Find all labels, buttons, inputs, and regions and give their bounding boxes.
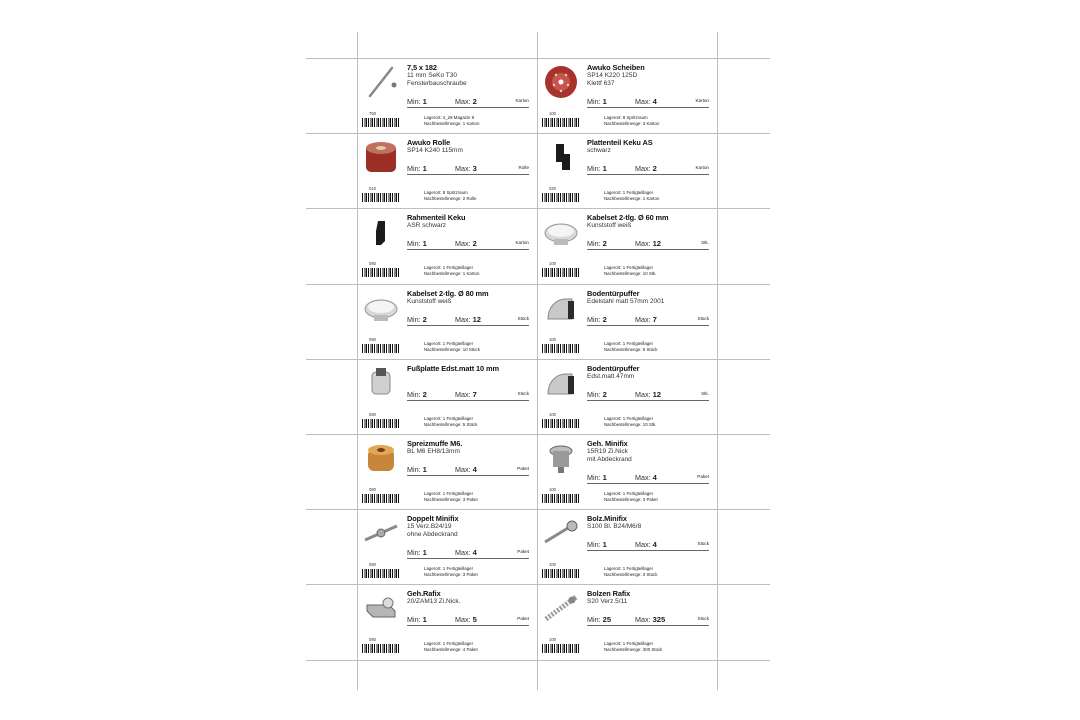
product-detail-line-1: Edst.matt 47mm — [587, 373, 635, 380]
max-label: Max: — [635, 315, 651, 324]
product-detail-line-1: Kunststoff weiß — [587, 222, 632, 229]
min-max-row — [587, 164, 709, 173]
barcode — [542, 644, 580, 653]
min-label: Min: — [587, 390, 601, 399]
storage-location: Lagerort: 1 Fertigteillager — [604, 416, 654, 421]
barcode — [542, 494, 580, 503]
cable-grommet-icon — [362, 289, 400, 327]
min-value: 2 — [602, 315, 607, 324]
product-label-card — [357, 58, 535, 132]
max-value: 325 — [652, 615, 666, 624]
foot-plate-icon — [362, 364, 400, 402]
min-label: Min: — [407, 615, 421, 624]
barcode — [542, 118, 580, 127]
product-detail-line-2: Klettf 637 — [587, 80, 615, 87]
product-detail-line-1: 15 Verz.B24/19 — [407, 523, 452, 530]
min-label: Min: — [587, 473, 601, 482]
min-max-row — [587, 390, 709, 399]
item-code: 020 — [549, 186, 556, 191]
underline-rule — [587, 400, 709, 401]
unit-label: Karton — [515, 98, 529, 103]
rafix-housing-icon — [362, 589, 400, 627]
barcode — [362, 494, 400, 503]
product-title: Awuko Rolle — [407, 138, 451, 147]
storage-location: Lagerort: 1 Fertigteillager — [424, 641, 474, 646]
min-label: Min: — [587, 615, 601, 624]
min-max-row — [587, 473, 709, 482]
max-value: 4 — [472, 548, 477, 557]
underline-rule — [407, 107, 529, 108]
product-title: Bodentürpuffer — [587, 364, 640, 373]
max-label: Max: — [635, 540, 651, 549]
min-max-row — [587, 239, 709, 248]
max-value: 12 — [652, 390, 662, 399]
underline-rule — [587, 249, 709, 250]
product-detail-line-1: Edelstahl matt 57mm 2001 — [587, 298, 665, 305]
max-value: 12 — [652, 239, 662, 248]
max-label: Max: — [455, 164, 471, 173]
underline-rule — [407, 174, 529, 175]
max-value: 2 — [472, 239, 477, 248]
max-label: Max: — [455, 390, 471, 399]
max-value: 4 — [652, 473, 657, 482]
min-max-row — [407, 97, 529, 106]
storage-location: Lagerort: 1 Fertigteillager — [604, 566, 654, 571]
unit-label: Stk. — [701, 240, 709, 245]
barcode — [362, 419, 400, 428]
min-max-row — [407, 315, 529, 324]
max-value: 2 — [472, 97, 477, 106]
min-max-row — [407, 390, 529, 399]
product-label-card — [537, 509, 715, 583]
product-title: Geh.Rafix — [407, 589, 441, 598]
product-detail-line-2: ohne Abdeckrand — [407, 531, 458, 538]
storage-location: Lagerort: 1 Fertigteillager — [424, 416, 474, 421]
product-label-card — [357, 208, 535, 282]
storage-location: Lagerort: 1 Fertigteillager — [424, 265, 474, 270]
product-label-card — [357, 133, 535, 207]
product-detail-line-1: SP14 K240 115mm — [407, 147, 463, 154]
min-value: 1 — [602, 97, 607, 106]
min-value: 1 — [422, 548, 427, 557]
item-code: 100 — [549, 487, 556, 492]
min-label: Min: — [407, 390, 421, 399]
double-bolt-icon — [362, 514, 400, 552]
min-value: 1 — [422, 97, 427, 106]
product-label-card — [537, 434, 715, 508]
barcode — [542, 569, 580, 578]
min-value: 2 — [422, 390, 427, 399]
min-max-row — [407, 548, 529, 557]
product-detail-line-1: SP14 K220 125D — [587, 72, 638, 79]
underline-rule — [407, 625, 529, 626]
product-title: Kabelset 2-tlg. Ø 80 mm — [407, 289, 489, 298]
unit-label: Stk. — [701, 391, 709, 396]
unit-label: Stück — [517, 316, 529, 321]
product-detail-line-1: BL M6 EH8/13mm — [407, 448, 460, 455]
min-value: 2 — [422, 315, 427, 324]
reorder-quantity: Nachbestellmenge: 3 Paket — [424, 497, 478, 502]
min-value: 1 — [422, 239, 427, 248]
frame-clip-icon — [362, 213, 400, 251]
reorder-quantity: Nachbestellmenge: 1 Karton — [424, 271, 480, 276]
barcode — [542, 193, 580, 202]
min-label: Min: — [587, 97, 601, 106]
min-value: 1 — [602, 473, 607, 482]
barcode — [362, 344, 400, 353]
item-code: 080 — [369, 637, 376, 642]
min-max-row — [407, 465, 529, 474]
min-label: Min: — [587, 239, 601, 248]
max-label: Max: — [635, 615, 651, 624]
min-max-row — [407, 239, 529, 248]
min-max-row — [407, 164, 529, 173]
reorder-quantity: Nachbestellmenge: 3 Karton — [604, 121, 660, 126]
product-detail-line-1: Kunststoff weiß — [407, 298, 452, 305]
product-title: Doppelt Minifix — [407, 514, 459, 523]
product-detail-line-1: S100 Bl. B24/M6/8 — [587, 523, 642, 530]
brass-insert-icon — [362, 439, 400, 477]
cut-line-vertical — [717, 32, 718, 690]
product-detail-line-2: Fensterbauschraube — [407, 80, 467, 87]
min-value: 25 — [602, 615, 612, 624]
min-label: Min: — [407, 465, 421, 474]
unit-label: Rolle — [518, 165, 529, 170]
sanding-disc-icon — [542, 63, 580, 101]
unit-label: Paket — [517, 616, 529, 621]
item-code: 010 — [369, 186, 376, 191]
abrasive-roll-icon — [362, 138, 400, 176]
min-label: Min: — [407, 548, 421, 557]
underline-rule — [587, 325, 709, 326]
item-code: 100 — [549, 261, 556, 266]
min-max-row — [587, 97, 709, 106]
underline-rule — [407, 475, 529, 476]
max-value: 7 — [652, 315, 657, 324]
underline-rule — [407, 558, 529, 559]
max-value: 12 — [472, 315, 482, 324]
item-code: 080 — [369, 562, 376, 567]
unit-label: Stück — [517, 391, 529, 396]
underline-rule — [587, 625, 709, 626]
item-code: 100 — [549, 111, 556, 116]
storage-location: Lagerort: 1 Fertigteillager — [604, 341, 654, 346]
item-code: 080 — [369, 261, 376, 266]
product-label-card — [357, 359, 535, 433]
barcode — [542, 344, 580, 353]
connector-bolt-icon — [542, 514, 580, 552]
product-label-card — [537, 133, 715, 207]
min-max-row — [587, 615, 709, 624]
min-value: 2 — [602, 239, 607, 248]
max-label: Max: — [635, 97, 651, 106]
product-title: Plattenteil Keku AS — [587, 138, 653, 147]
barcode — [362, 268, 400, 277]
min-label: Min: — [407, 164, 421, 173]
item-code: 080 — [369, 487, 376, 492]
product-title: Bolz.Minifix — [587, 514, 627, 523]
max-label: Max: — [455, 239, 471, 248]
unit-label: Karton — [515, 240, 529, 245]
panel-clip-icon — [542, 138, 580, 176]
unit-label: Stück — [697, 316, 709, 321]
storage-location: Lagerort: 4_28 Magazin 9 — [424, 115, 475, 120]
min-label: Min: — [587, 315, 601, 324]
reorder-quantity: Nachbestellmenge: 5 Stück — [424, 422, 478, 427]
min-value: 2 — [602, 390, 607, 399]
underline-rule — [587, 174, 709, 175]
barcode — [362, 118, 400, 127]
reorder-quantity: Nachbestellmenge: 10 Stk. — [604, 271, 657, 276]
max-label: Max: — [455, 548, 471, 557]
min-value: 1 — [422, 164, 427, 173]
storage-location: Lagerort: 1 Fertigteillager — [604, 190, 654, 195]
reorder-quantity: Nachbestellmenge: 10 Stk. — [604, 422, 657, 427]
barcode — [542, 419, 580, 428]
product-title: Bolzen Rafix — [587, 589, 631, 598]
barcode — [542, 268, 580, 277]
min-max-row — [587, 315, 709, 324]
product-title: Awuko Scheiben — [587, 63, 645, 72]
unit-label: Paket — [517, 549, 529, 554]
product-label-card — [537, 584, 715, 658]
product-label-card — [537, 284, 715, 358]
barcode — [362, 193, 400, 202]
product-detail-line-1: 11 mm SeKo T30 — [407, 72, 457, 79]
product-title: Fußplatte Edst.matt 10 mm — [407, 364, 499, 373]
barcode — [362, 644, 400, 653]
item-code: 750 — [369, 111, 376, 116]
storage-location: Lagerort: 1 Fertigteillager — [424, 491, 474, 496]
reorder-quantity: Nachbestellmenge: 4 Paket — [424, 647, 478, 652]
storage-location: Lagerort: 1 Fertigteillager — [604, 491, 654, 496]
max-label: Max: — [635, 239, 651, 248]
storage-location: Lagerort: 8 Spritzraum — [424, 190, 468, 195]
storage-location: Lagerort: 8 Spritzraum — [604, 115, 648, 120]
unit-label: Karton — [695, 165, 709, 170]
max-value: 4 — [472, 465, 477, 474]
product-title: Spreizmuffe M6. — [407, 439, 463, 448]
min-value: 1 — [422, 615, 427, 624]
product-label-card — [357, 284, 535, 358]
reorder-quantity: Nachbestellmenge: 1 Karton — [424, 121, 480, 126]
storage-location: Lagerort: 1 Fertigteillager — [424, 341, 474, 346]
product-detail-line-1: ASR schwarz — [407, 222, 447, 229]
reorder-quantity: Nachbestellmenge: 5 Stück — [604, 347, 658, 352]
item-code: 100 — [549, 562, 556, 567]
reorder-quantity: Nachbestellmenge: 300 Stück — [604, 647, 663, 652]
product-detail-line-1: schwarz — [587, 147, 611, 154]
door-stop-icon — [542, 289, 580, 327]
unit-label: Paket — [517, 466, 529, 471]
rafix-bolt-icon — [542, 589, 580, 627]
unit-label: Paket — [697, 474, 709, 479]
product-title: 7,5 x 182 — [407, 63, 437, 72]
max-label: Max: — [455, 615, 471, 624]
reorder-quantity: Nachbestellmenge: 1 Karton — [604, 196, 660, 201]
unit-label: Stück — [697, 616, 709, 621]
underline-rule — [407, 249, 529, 250]
product-label-card — [537, 208, 715, 282]
item-code: 100 — [549, 412, 556, 417]
product-detail-line-1: S20 Verz.5/11 — [587, 598, 628, 605]
reorder-quantity: Nachbestellmenge: 3 Paket — [604, 497, 658, 502]
min-label: Min: — [407, 239, 421, 248]
reorder-quantity: Nachbestellmenge: 10 Stück — [424, 347, 480, 352]
max-value: 2 — [652, 164, 657, 173]
min-value: 1 — [602, 540, 607, 549]
cam-housing-icon — [542, 439, 580, 477]
min-label: Min: — [587, 164, 601, 173]
max-value: 4 — [652, 540, 657, 549]
product-title: Bodentürpuffer — [587, 289, 640, 298]
min-value: 1 — [422, 465, 427, 474]
underline-rule — [587, 107, 709, 108]
max-label: Max: — [635, 390, 651, 399]
door-stop-icon — [542, 364, 580, 402]
max-value: 5 — [472, 615, 477, 624]
max-value: 3 — [472, 164, 477, 173]
underline-rule — [587, 550, 709, 551]
cut-line-horizontal — [306, 660, 770, 661]
product-label-card — [357, 509, 535, 583]
min-label: Min: — [587, 540, 601, 549]
item-code: 080 — [369, 337, 376, 342]
product-label-card — [537, 359, 715, 433]
product-label-card — [357, 434, 535, 508]
min-max-row — [587, 540, 709, 549]
min-value: 1 — [602, 164, 607, 173]
unit-label: Stück — [697, 541, 709, 546]
product-detail-line-2: mit Abdeckrand — [587, 456, 632, 463]
max-label: Max: — [455, 465, 471, 474]
max-value: 7 — [472, 390, 477, 399]
max-label: Max: — [635, 473, 651, 482]
reorder-quantity: Nachbestellmenge: 3 Stück — [604, 572, 658, 577]
item-code: 100 — [549, 337, 556, 342]
max-value: 4 — [652, 97, 657, 106]
product-title: Geh. Minifix — [587, 439, 628, 448]
product-label-card — [357, 584, 535, 658]
long-screw-icon — [362, 63, 400, 101]
reorder-quantity: Nachbestellmenge: 3 Paket — [424, 572, 478, 577]
product-detail-line-1: 20/ZAM13 Zi.Nick. — [407, 598, 461, 605]
storage-location: Lagerort: 1 Fertigteillager — [424, 566, 474, 571]
underline-rule — [407, 325, 529, 326]
product-label-card — [537, 58, 715, 132]
barcode — [362, 569, 400, 578]
max-label: Max: — [635, 164, 651, 173]
min-label: Min: — [407, 97, 421, 106]
product-title: Rahmenteil Keku — [407, 213, 466, 222]
unit-label: Karton — [695, 98, 709, 103]
min-max-row — [407, 615, 529, 624]
product-title: Kabelset 2-tlg. Ø 60 mm — [587, 213, 669, 222]
reorder-quantity: Nachbestellmenge: 2 Rolle — [424, 196, 477, 201]
underline-rule — [407, 400, 529, 401]
max-label: Max: — [455, 315, 471, 324]
product-detail-line-1: 15R19 Zi.Nick — [587, 448, 628, 455]
max-label: Max: — [455, 97, 471, 106]
underline-rule — [587, 483, 709, 484]
storage-location: Lagerort: 1 Fertigteillager — [604, 265, 654, 270]
storage-location: Lagerort: 1 Fertigteillager — [604, 641, 654, 646]
item-code: 080 — [369, 412, 376, 417]
item-code: 100 — [549, 637, 556, 642]
cable-grommet-icon — [542, 213, 580, 251]
min-label: Min: — [407, 315, 421, 324]
